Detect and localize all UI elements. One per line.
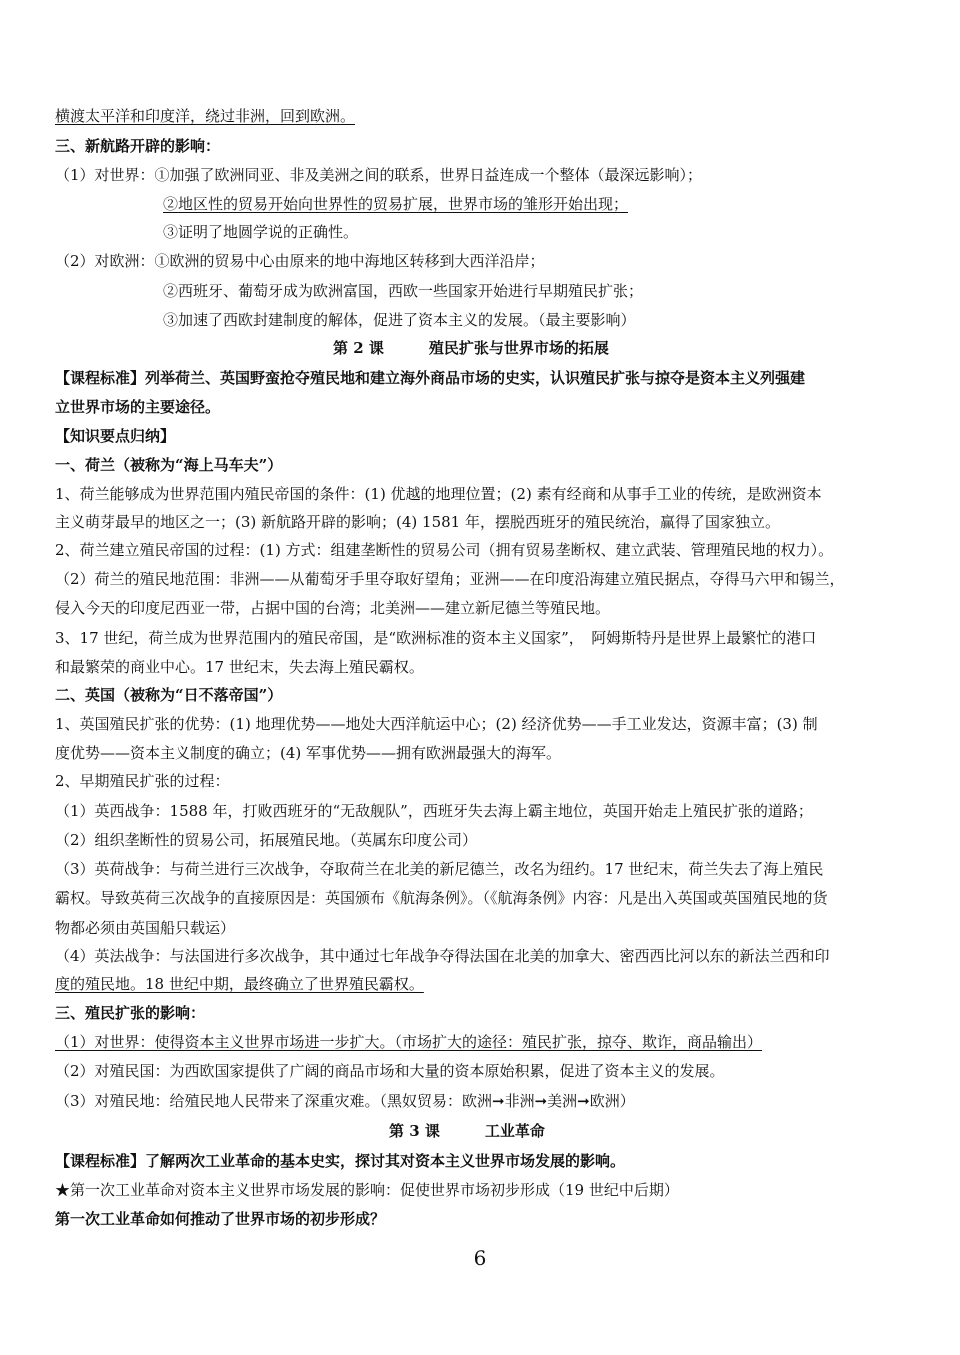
text-line: 1、英国殖民扩张的优势：(1) 地理优势——地处大西洋航运中心；(2) 经济优势——手工业发达，资源丰富；(3) 制	[55, 715, 818, 733]
text-line: 物都必须由英国船只载运）	[55, 919, 236, 937]
text-line: ③加速了西欧封建制度的解体，促进了资本主义的发展。（最主要影响）	[163, 311, 636, 329]
text-line: 度优势——资本主义制度的确立；(4) 军事优势——拥有欧洲最强大的海军。	[55, 744, 562, 762]
text-line: 1、荷兰能够成为世界范围内殖民帝国的条件：(1) 优越的地理位置；(2) 素有经商和从事手工业的传统，是欧洲资本	[55, 485, 822, 503]
text-line: 度的殖民地。18 世纪中期，最终确立了世界殖民霸权。	[55, 975, 424, 993]
text-line: 【知识要点归纳】	[55, 427, 176, 445]
text-line: 一、荷兰（被称为“海上马车夫”）	[55, 456, 283, 474]
text-line: 2、早期殖民扩张的过程：	[55, 772, 230, 790]
text-line: 第 2 课 殖民扩张与世界市场的拓展	[333, 339, 609, 357]
text-line: 立世界市场的主要途径。	[55, 398, 221, 416]
text-line: 横渡太平洋和印度洋，绕过非洲，回到欧洲。	[55, 107, 356, 125]
text-line: （1）英西战争：1588 年，打败西班牙的“无敌舰队”，西班牙失去海上霸主地位，英国开始走上殖民扩张的道路；	[55, 802, 813, 820]
text-line: （2）荷兰的殖民地范围：非洲——从葡萄牙手里夺取好望角；亚洲——在印度沿海建立殖民据点，夺得马六甲和锡兰，	[55, 570, 845, 588]
text-line: 侵入今天的印度尼西亚一带，占据中国的台湾；北美洲——建立新尼德兰等殖民地。	[55, 599, 611, 617]
text-line: 【课程标准】列举荷兰、英国野蛮抢夺殖民地和建立海外商品市场的史实，认识殖民扩张与掠夺是资本主义列强建	[55, 369, 806, 387]
text-line: （3）英荷战争：与荷兰进行三次战争，夺取荷兰在北美的新尼德兰，改名为纽约。17 世纪末，荷兰失去了海上殖民	[55, 860, 824, 878]
text-line: 3、17 世纪，荷兰成为世界范围内的殖民帝国，是“欧洲标准的资本主义国家”， 阿姆斯特丹是世界上最繁忙的港口	[55, 629, 817, 647]
text-line: 【课程标准】了解两次工业革命的基本史实，探讨其对资本主义世界市场发展的影响。	[55, 1152, 626, 1170]
text-line: （4）英法战争：与法国进行多次战争，其中通过七年战争夺得法国在北美的加拿大、密西西比河以东的新法兰西和印	[55, 947, 830, 965]
text-line: （2）组织垄断性的贸易公司，拓展殖民地。（英属东印度公司）	[55, 831, 478, 849]
text-line: ③证明了地圆学说的正确性。	[163, 223, 359, 241]
page-number: 6	[473, 1246, 487, 1270]
text-line: （2）对殖民国：为西欧国家提供了广阔的商品市场和大量的资本原始积累，促进了资本主义的发展。	[55, 1062, 725, 1080]
text-line: 三、殖民扩张的影响：	[55, 1004, 206, 1022]
text-line: 2、荷兰建立殖民帝国的过程：(1) 方式：组建垄断性的贸易公司（拥有贸易垄断权、建立武装、管理殖民地的权力）。	[55, 541, 834, 559]
text-line: 三、新航路开辟的影响：	[55, 137, 221, 155]
text-line: 主义萌芽最早的地区之一；(3) 新航路开辟的影响；(4) 1581 年，摆脱西班牙的殖民统治，赢得了国家独立。	[55, 513, 780, 531]
text-line: 和最繁荣的商业中心。17 世纪末，失去海上殖民霸权。	[55, 658, 424, 676]
text-line: 第一次工业革命如何推动了世界市场的初步形成？	[55, 1210, 386, 1228]
text-line: （3）对殖民地：给殖民地人民带来了深重灾难。（黑奴贸易：欧洲➞非洲➞美洲➞欧洲）	[55, 1092, 635, 1110]
text-line: 二、英国（被称为“日不落帝国”）	[55, 686, 283, 704]
text-line: （1）对世界：使得资本主义世界市场进一步扩大。（市场扩大的途径：殖民扩张，掠夺、欺诈，商品输出）	[55, 1033, 763, 1051]
text-line: ②西班牙、葡萄牙成为欧洲富国，西欧一些国家开始进行早期殖民扩张；	[163, 282, 644, 300]
text-line: ②地区性的贸易开始向世界性的贸易扩展，世界市场的雏形开始出现；	[163, 195, 629, 213]
text-line: ★第一次工业革命对资本主义世界市场发展的影响：促使世界市场初步形成（19 世纪中后期）	[55, 1181, 679, 1199]
text-line: 第 3 课 工业革命	[389, 1122, 545, 1140]
text-line: 霸权。导致英荷三次战争的直接原因是：英国颁布《航海条例》。（《航海条例》内容：凡是出入英国或英国殖民地的货	[55, 889, 828, 907]
text-line: （2）对欧洲：①欧洲的贸易中心由原来的地中海地区转移到大西洋沿岸；	[55, 252, 545, 270]
text-line: （1）对世界：①加强了欧洲同亚、非及美洲之间的联系，世界日益连成一个整体（最深远影响）；	[55, 166, 703, 184]
